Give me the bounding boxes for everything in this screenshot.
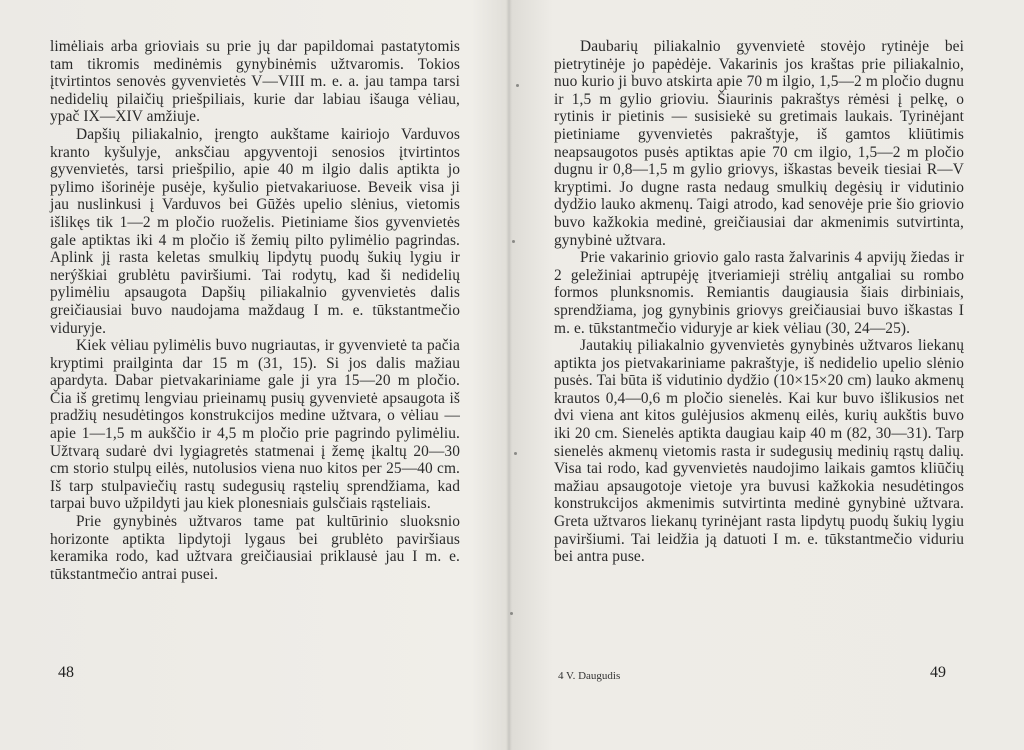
left-paragraph-4: Prie gynybinės užtvaros tame pat kultūrinio sluoksnio horizonte aptikta lipdytoji lygaus bei grublėto paviršiaus keramika rodo, kad užtvara greičiausiai priklausė jau I m. e. tūkstantmečio antrai pusei. <box>50 513 460 583</box>
left-paragraph-1: limėliais arba grioviais su prie jų dar papildomai pastatytomis tam tikromis medinėmis gynybinėmis užtvaromis. Tokios įtvirtintos senovės gyvenvietės V—VIII m. e. a. jau tampa tarsi nedidelių pilaičių priešpiliais, kurie dar labiau išauga vėliau, ypač IX—XIV amžiuje. <box>50 38 460 126</box>
right-paragraph-1: Daubarių piliakalnio gyvenvietė stovėjo rytinėje bei pietrytinėje jo papėdėje. Vakarinis jos kraštas prie piliakalnio, nuo kurio ji buvo atskirta apie 70 m ilgio, 1,5—2 m pločio dugnu ir 1,5 m gylio grioviu. Šiaurinis pakraštys rėmėsi į pelkę, o rytinis ir pietinis — susisiekė su gretimais laukais. Tyrinėjant pietiniame gyvenvietės pakraštyje, iš gamtos kliūtimis neapsaugotos pusės aptiktas apie 70 cm ilgio, 1,5—2 m pločio dugnu ir 0,8—1,5 m gylio griovys, iškastas beveik tiesiai R—V kryptimi. Jo dugne rasta nedaug smulkių degėsių ir vidutinio dydžio lauko akmenų. Taigi atrodo, kad senovėje prie šio griovio buvo kažkokia medinė, greičiausiai dar akmenimis sutvirtinta, gynybinė užtvara. <box>554 38 964 249</box>
paper-speck <box>510 612 513 615</box>
left-paragraph-2: Dapšių piliakalnio, įrengto aukštame kairiojo Varduvos kranto kyšulyje, anksčiau apgyventoji senosios įtvirtintos gyvenvietės, tarsi priešpilio, apie 40 m ilgio dalis aptikta jo pylimo išorinėje pusėje, kyšulio pietvakariuose. Beveik visa ji jau nuslinkusi į Varduvos bei Gūžės upelio slėnius, vietomis išlikęs tik 1—2 m pločio ruoželis. Pietiniame šios gyvenvietės gale aptiktas iki 4 m pločio iš žemių pilto pylimėlio pagrindas. Aplink jį rasta keletas smulkių lipdytų puodų šukių lygiu ir nerýškiai grublėtu paviršiumi. Tai rodytų, kad ši nedidelių pylimėliu apsaugota Dapšių piliakalnio gyvenvietės dalis greičiausiai buvo naudojama maždaug I m. e. tūkstantmečio viduryje. <box>50 125 460 337</box>
right-paragraph-3: Jautakių piliakalnio gyvenvietės gynybinės užtvaros liekanų aptikta jos pietvakariniame pakraštyje, iš nedidelio upelio slėnio pusės. Tai būta iš vidutinio dydžio (10×15×20 cm) lauko akmenų krautos 0,4—0,6 m pločio sienelės. Kai kur buvo išlikusios net dvi viena ant kitos gulėjusios akmenų eilės, kurių aukštis buvo iki 20 cm. Sienelės aptikta daugiau kaip 40 m (82, 30—31). Tarp sienelės akmenų vietomis rasta ir sudegusių medinių rąstų dalių. Visa tai rodo, kad gyvenvietės naudojimo laikais gamtos kliūčių mažiau apsaugotoje vietoje yra buvusi kažkokia nesudėtingos konstrukcijos akmenimis sutvirtinta medinė gynybinė užtvara. Greta užtvaros liekanų tyrinėjant rasta lipdytų puodų šukių lygiu paviršiumi. Tai leidžia ją datuoti I m. e. tūkstantmečio viduriu bei antra puse. <box>554 337 964 566</box>
right-paragraph-2: Prie vakarinio griovio galo rasta žalvarinis 4 apvijų žiedas ir 2 geležiniai aptrupėję įtveriamieji strėlių antgaliai su rombo formos plunksnomis. Remiantis daugiausia šiais dirbiniais, sprendžiama, jog gynybinis griovys greičiausiai buvo iškastas I m. e. tūkstantmečio viduryje ar kiek vėliau (30, 24—25). <box>554 249 964 337</box>
paper-speck <box>516 84 519 87</box>
paper-speck <box>512 240 515 243</box>
book-gutter <box>506 0 512 750</box>
right-page-number: 49 <box>930 664 946 681</box>
paper-speck <box>514 452 517 455</box>
left-page <box>50 38 460 583</box>
printer-signature-mark: 4 V. Daugudis <box>558 670 621 682</box>
left-paragraph-3: Kiek vėliau pylimėlis buvo nugriautas, ir gyvenvietė ta pačia kryptimi prailginta dar 15 m (31, 15). Si jos dalis mažiau apardyta. Dabar pietvakariniame gale ji yra 15—20 m pločio. Čia iš gretimų lengviau prieinamų pusių gyvenvietė apsaugota iš pradžių nesudėtingos konstrukcijos medine užtvara, o vėliau — apie 1—1,5 m aukščio ir 4,5 m pločio prie pagrindo pylimėliu. Užtvarą sudarė dvi lygiagretės statmenai į žemę įkaltų 20—30 cm storio stulpų eilės, nutolusios viena nuo kitos per 25—40 cm. Iš tarp stulpaviečių rastų sudegusių rąstelių sprendžiama, kad tarpai buvo užpildyti jau kiek plonesniais gulsčiais rąsteliais. <box>50 337 460 513</box>
left-page-number: 48 <box>58 664 74 681</box>
right-page <box>554 38 964 566</box>
